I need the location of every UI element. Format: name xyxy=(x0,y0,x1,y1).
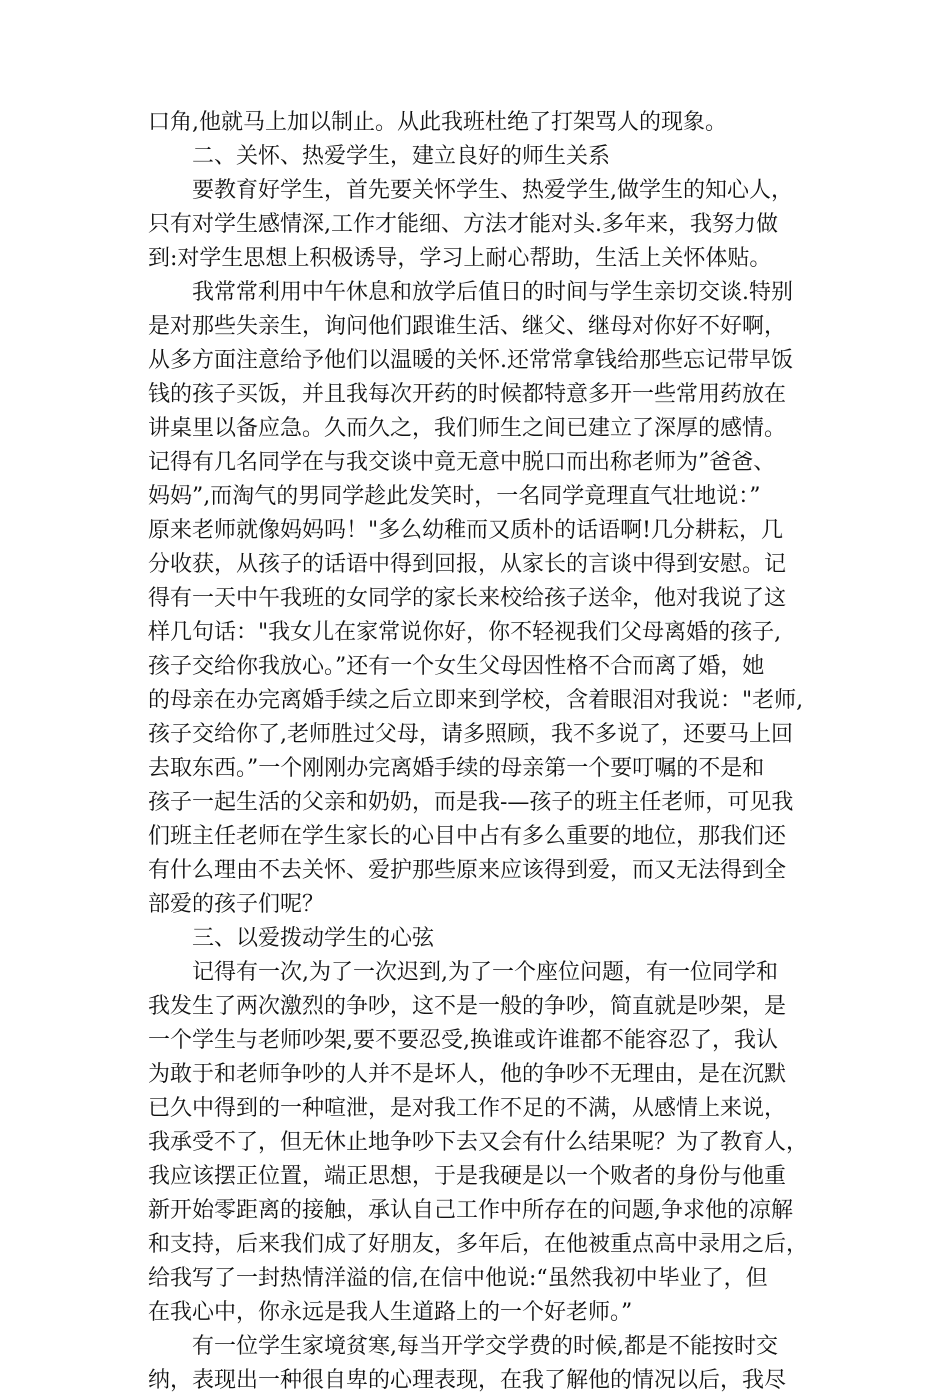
text-line: 二、关怀、热爱学生，建立良好的师生关系 xyxy=(192,144,611,169)
text-line: 妈妈”,而淘气的男同学趁此发笑时，一名同学竟理直气壮地说：” xyxy=(148,484,761,509)
text-line: 有什么理由不去关怀、爱护那些原来应该得到爱，而又无法得到全 xyxy=(148,858,787,883)
text-line: 孩子交给你了,老师胜过父母，请多照顾，我不多说了，还要马上回 xyxy=(148,722,793,747)
text-line: 给我写了一封热情洋溢的信,在信中他说:“虽然我初中毕业了，但 xyxy=(148,1266,768,1291)
text-line: 原来老师就像妈妈吗！"多么幼稚而又质朴的话语啊!几分耕耘，几 xyxy=(148,518,783,543)
text-line: 三、以爱拨动学生的心弦 xyxy=(192,926,435,951)
text-line: 和支持，后来我们成了好朋友，多年后，在他被重点高中录用之后， xyxy=(148,1232,808,1257)
text-line: 已久中得到的一种喧泄，是对我工作不足的不满，从感情上来说， xyxy=(148,1096,787,1121)
text-line: 一个学生与老师吵架,要不要忍受,换谁或许谁都不能容忍了，我认 xyxy=(148,1028,778,1053)
text-line: 孩子交给你我放心。”还有一个女生父母因性格不合而离了婚，她 xyxy=(148,654,765,679)
text-line: 我承受不了，但无休止地争吵下去又会有什么结果呢？为了教育人， xyxy=(148,1130,808,1155)
text-line: 口角,他就马上加以制止。从此我班杜绝了打架骂人的现象。 xyxy=(148,110,727,135)
text-line: 从多方面注意给予他们以温暖的关怀.还常常拿钱给那些忘记带早饭 xyxy=(148,348,793,373)
text-line: 钱的孩子买饭，并且我每次开药的时候都特意多开一些常用药放在 xyxy=(148,382,787,407)
text-line: 得有一天中午我班的女同学的家长来校给孩子送伞，他对我说了这 xyxy=(148,586,787,611)
text-line: 记得有几名同学在与我交谈中竟无意中脱口而出称老师为”爸爸、 xyxy=(148,450,776,475)
text-line: 的母亲在办完离婚手续之后立即来到学校，含着眼泪对我说："老师, xyxy=(148,688,804,713)
text-line: 去取东西。”一个刚刚办完离婚手续的母亲第一个要叮嘱的不是和 xyxy=(148,756,765,781)
document-body xyxy=(148,106,808,1398)
text-line: 纳，表现出一种很自卑的心理表现，在我了解他的情况以后，我尽 xyxy=(148,1368,787,1393)
text-line: 我应该摆正位置，端正思想，于是我硬是以一个败者的身份与他重 xyxy=(148,1164,787,1189)
text-line: 样几句话："我女儿在家常说你好，你不轻视我们父母离婚的孩子, xyxy=(148,620,782,645)
text-line: 部爱的孩子们呢？ xyxy=(148,892,325,917)
text-line: 我发生了两次激烈的争吵，这不是一般的争吵，简直就是吵架，是 xyxy=(148,994,787,1019)
text-line: 到:对学生思想上积极诱导，学习上耐心帮助，生活上关怀体贴。 xyxy=(148,246,772,271)
text-line: 我常常利用中午休息和放学后值日的时间与学生亲切交谈.特别 xyxy=(192,280,793,305)
text-line: 们班主任老师在学生家长的心目中占有多么重要的地位，那我们还 xyxy=(148,824,787,849)
text-line: 讲桌里以备应急。久而久之，我们师生之间已建立了深厚的感情。 xyxy=(148,416,787,441)
text-line: 孩子一起生活的父亲和奶奶，而是我-—孩子的班主任老师，可见我 xyxy=(148,790,794,815)
text-line: 有一位学生家境贫寒,每当开学交学费的时候,都是不能按时交 xyxy=(192,1334,778,1359)
text-line: 分收获，从孩子的话语中得到回报，从家长的言谈中得到安慰。记 xyxy=(148,552,787,577)
text-line: 在我心中，你永远是我人生道路上的一个好老师。” xyxy=(148,1300,633,1325)
text-line: 只有对学生感情深,工作才能细、方法才能对头.多年来，我努力做 xyxy=(148,212,778,237)
text-line: 记得有一次,为了一次迟到,为了一个座位问题，有一位同学和 xyxy=(192,960,778,985)
text-line: 为敢于和老师争吵的人并不是坏人，他的争吵不无理由，是在沉默 xyxy=(148,1062,787,1087)
text-line: 是对那些失亲生，询问他们跟谁生活、继父、继母对你好不好啊， xyxy=(148,314,787,339)
text-line: 要教育好学生，首先要关怀学生、热爱学生,做学生的知心人， xyxy=(192,178,793,203)
text-line: 新开始零距离的接触，承认自己工作中所存在的问题,争求他的凉解 xyxy=(148,1198,793,1223)
